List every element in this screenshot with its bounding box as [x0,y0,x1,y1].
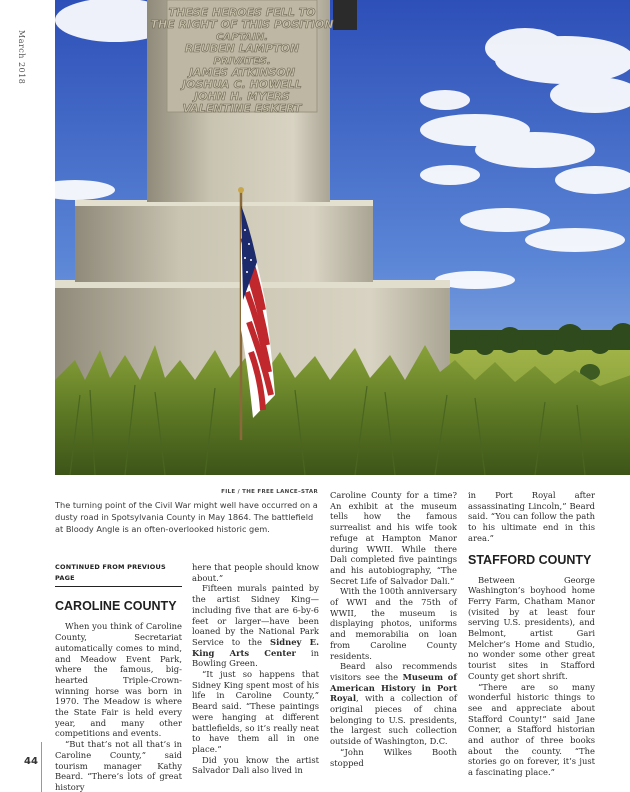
paragraph: “But that’s not all that’s in Caroline County,” said tourism manager Kathy Beard. “There’s lots of great history [55,739,182,792]
paragraph [192,583,319,669]
page-number: 44 [24,756,38,767]
inscription-line: JOSHUA C. HOWELL [182,78,302,91]
article-column-2 [192,562,319,776]
inscription-line: JAMES ATKINSON [188,66,296,79]
paragraph: “John Wilkes Booth stopped [330,746,457,768]
section-heading-caroline: CAROLINE COUNTY [55,599,177,614]
monument-photo [55,0,630,475]
continued-label: CONTINUED FROM PREVIOUS PAGE [55,562,182,587]
paragraph: Caroline County for a time? An exhibit at the museum tells how the famous surrealist and his wife took refuge at Hampton Manor during WWII. While there Dali completed five paintings and his autobiography, “The Secret Life of Salvador Dali.” [330,490,457,586]
paragraph: With the 100th anniversary of WWI and the 75th of WWII, the museum is displaying photos, uniforms and memorabilia on loan from Caroline County residents. [330,586,457,661]
paragraph: “There are so many wonderful historic things to see and appreciate about Stafford County!” said Jane Conner, a Stafford historian and author of three books about the county. “The stories go on forever, it’s just a fascinating place.” [468,681,595,778]
article-column-1 [55,562,182,792]
inscription-line: VALENTINE ESKERT [182,102,302,115]
paragraph: here that people should know about.” [192,562,319,583]
inscription-line: THE RIGHT OF THIS POSITION [150,18,334,31]
text-run: in Bowling Green. [192,647,319,669]
paragraph: Between George Washington’s boyhood home Ferry Farm, Chatham Manor (visited by at least four serving U.S. presidents), and Belmont, artist Gari Melcher’s Home and Studio, no wonder some other great tourist sites in Stafford County get short shrift. [468,574,595,681]
article-column-4 [468,490,595,778]
inscription-line: REUBEN LAMPTON [184,42,300,55]
venue-name: Museum of American History in Port Royal [330,671,457,704]
issue-date: March 2018 [17,30,26,85]
section-heading-stafford: STAFFORD COUNTY [468,552,592,567]
text-run: Beard also recommends visitors see the [330,661,457,682]
text-run: Fifteen murals painted by the artist Sidney King—including five that are 6-by-6 feet or larger—have been loaned by the National Park Service to the [192,583,319,647]
paragraph [330,661,457,747]
inscription-line: CAPTAIN. [215,32,269,43]
inscription-line: PRIVATES. [213,56,271,67]
paragraph: When you think of Caroline County, Secretariat automatically comes to mind, and Meadow Event Park, where the famous, big-hearted Triple-Crown-winning horse was born in 1970. The Meadow is where the State Fair is held every year, and many other competitions and events. [55,621,182,739]
margin-rule [41,742,42,792]
text-run: , with a collection of original pieces of china belonging to U.S. presidents, the largest such collection outside of Washington, D.C. [330,693,457,747]
inscription-line: JOHN H. MYERS [194,90,290,103]
paragraph: in Port Royal after assassinating Lincoln,” Beard said. “You can follow the path to his ultimate end in this area.” [468,490,595,543]
photo-caption: The turning point of the Civil War might well have occurred on a dusty road in Spotsylvania County in May 1864. The battlefield at Bloody Angle is an often-overlooked historic gem. [55,500,318,535]
paragraph: “It just so happens that Sidney King spent most of his life in Caroline County,” Beard said. “These paintings were hanging at different battlefields, so it’s really neat to have them all in one place.” [192,669,319,754]
paragraph: Did you know the artist Salvador Dali also lived in [192,754,319,776]
photo-credit: FILE / THE FREE LANCE–STAR [221,489,318,495]
article-column-3 [330,490,457,768]
venue-name: Sidney E. King Arts Center [192,636,319,658]
inscription-line: THESE HEROES FELL TO [168,6,316,19]
